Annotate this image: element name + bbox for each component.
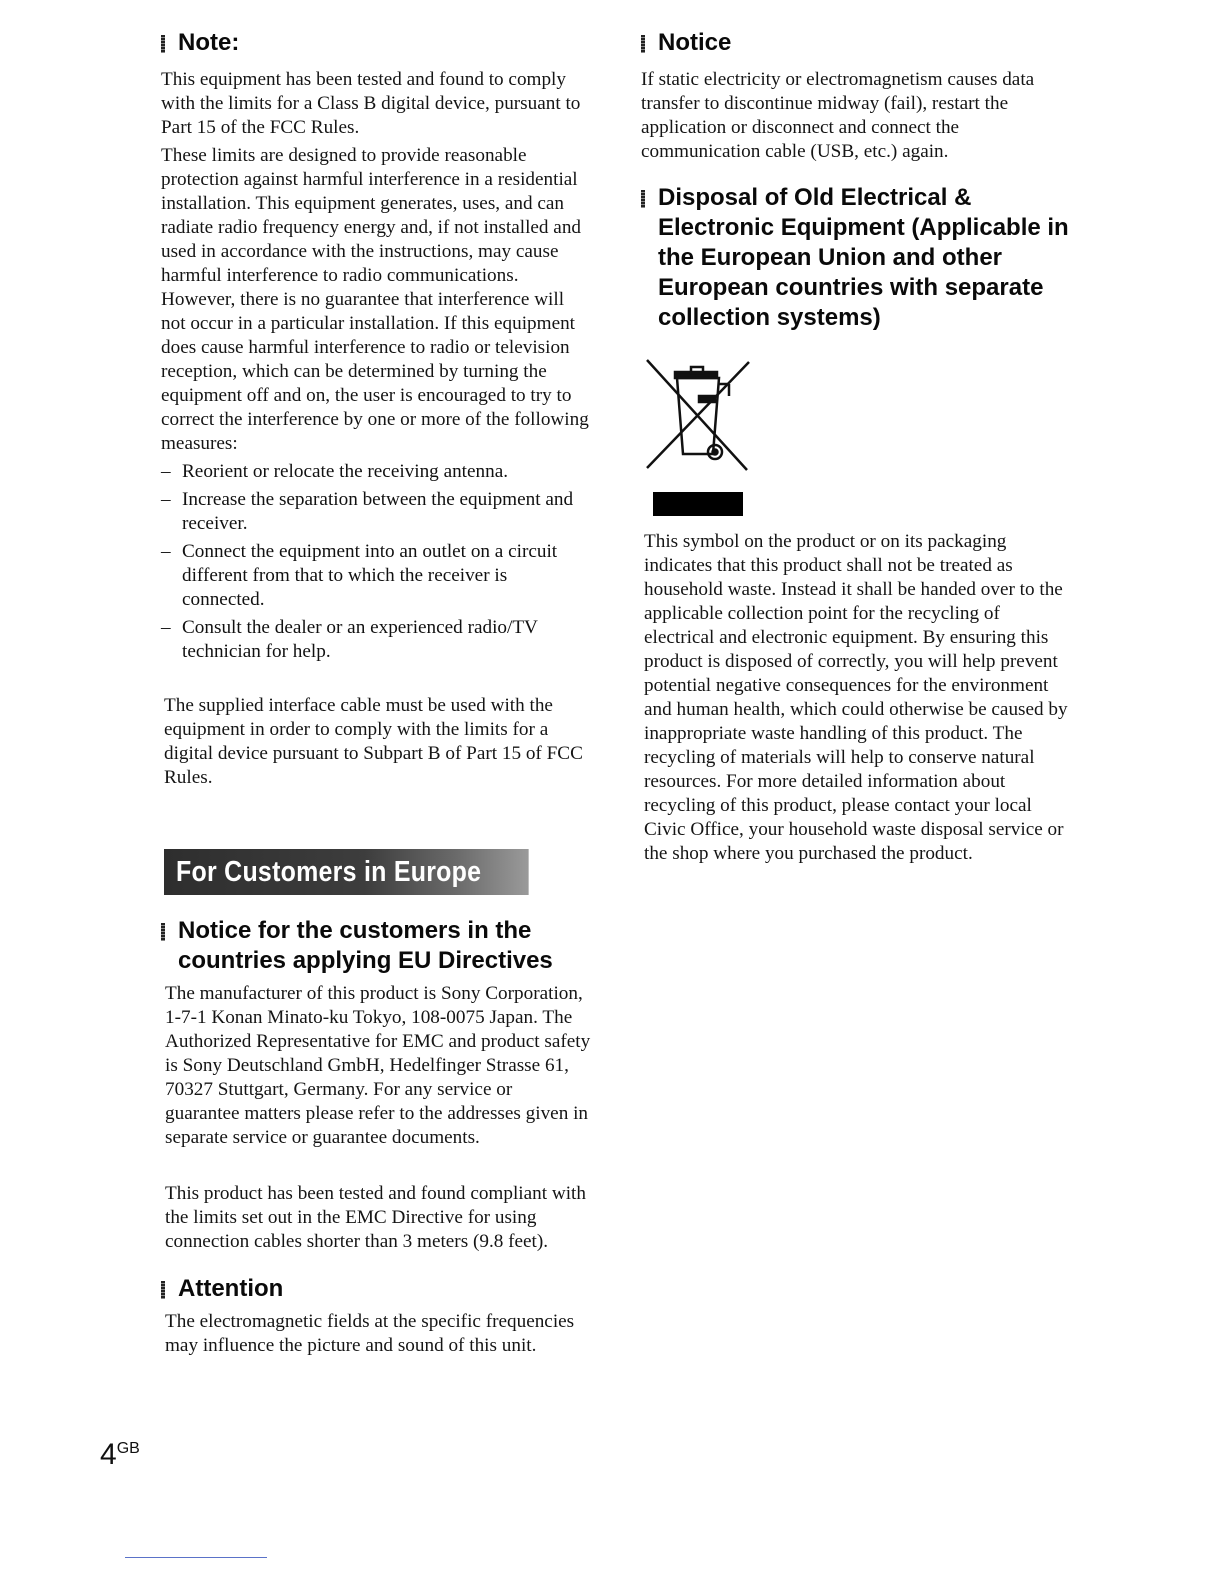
notice-heading: Notice — [641, 28, 1071, 58]
left-column — [161, 28, 591, 790]
heading-marker — [161, 923, 165, 941]
heading-marker — [161, 1281, 165, 1299]
measures-list — [161, 460, 591, 664]
eu-paragraph-1: The manufacturer of this product is Sony Corporation, 1-7-1 Konan Minato-ku Tokyo, 108-0075 Japan. The Authorized Representative for EMC and product safety is Sony Deutschland GmbH, Hedelfinger Strasse 61, 70327 Stuttgart, Germany. For any service or guarantee matters please refer to the addresses given in separate service or guarantee documents. — [165, 983, 591, 1148]
note-paragraph-2: These limits are designed to provide reasonable protection against harmful interference in a residential installation. This equipment generates, uses, and can radiate radio frequency energy and, if not installed and used in accordance with the instructions, may cause harmful interference to radio communications. However, there is no guarantee that interference will not occur in a particular installation. If this equipment does cause harmful interference to radio or television reception, which can be determined by turning the equipment off and on, the user is encouraged to try to correct the interference by one or more of the following measures: — [161, 145, 589, 454]
eu-section — [161, 916, 591, 1358]
note-heading: Note: — [161, 28, 591, 58]
page-locale: GB — [116, 1440, 140, 1457]
disposal-heading: Disposal of Old Electrical & Electronic Equipment (Applicable in the European Union and other European countries with separate collection systems) — [641, 183, 1071, 333]
bottom-rule — [125, 1557, 267, 1558]
list-item: – Increase the separation between the equipment and receiver. — [161, 488, 591, 536]
attention-heading: Attention — [161, 1274, 591, 1304]
list-item: – Reorient or relocate the receiving antenna. — [161, 460, 591, 484]
heading-marker — [161, 35, 165, 53]
attention-paragraph: The electromagnetic fields at the specific frequencies may influence the picture and sound of this unit. — [165, 1311, 575, 1356]
black-bar — [653, 492, 743, 516]
disposal-paragraph: This symbol on the product or on its packaging indicates that this product shall not be treated as household waste. Instead it shall be handed over to the applicable collection point for the recycling of electrical and electronic equipment. By ensuring this product is disposed of correctly, you will help prevent potential negative consequences for the environment and human health, which could otherwise be caused by inappropriate waste handling of this product. The recycling of materials will help to conserve natural resources. For more detailed information about recycling of this product, please contact your local Civic Office, your household waste disposal service or the shop where you purchased the product. — [644, 531, 1068, 864]
list-item: – Connect the equipment into an outlet on a circuit different from that to which the receiver is connected. — [161, 540, 591, 612]
eu-paragraph-2: This product has been tested and found compliant with the limits set out in the EMC Directive for using connection cables shorter than 3 meters (9.8 feet). — [165, 1183, 586, 1252]
note-paragraph-1: This equipment has been tested and found to comply with the limits for a Class B digital device, pursuant to Part 15 of the FCC Rules. — [161, 69, 581, 138]
heading-marker — [641, 190, 645, 208]
crossed-out-wheelie-bin-icon — [645, 358, 751, 472]
europe-section-banner: For Customers in Europe — [164, 849, 529, 895]
interface-cable-paragraph: The supplied interface cable must be used with the equipment in order to comply with the limits for a digital device pursuant to Subpart B of Part 15 of FCC Rules. — [164, 695, 583, 788]
heading-marker — [641, 35, 645, 53]
notice-paragraph: If static electricity or electromagnetism causes data transfer to discontinue midway (fail), restart the application or disconnect and connect the communication cable (USB, etc.) again. — [641, 69, 1035, 162]
list-item: – Consult the dealer or an experienced radio/TV technician for help. — [161, 616, 591, 664]
page-number: $4^{GB}$ — [100, 1438, 140, 1471]
eu-directives-heading: Notice for the customers in the countries applying EU Directives — [161, 916, 591, 976]
right-column — [641, 28, 1071, 333]
disposal-text — [644, 530, 1074, 866]
